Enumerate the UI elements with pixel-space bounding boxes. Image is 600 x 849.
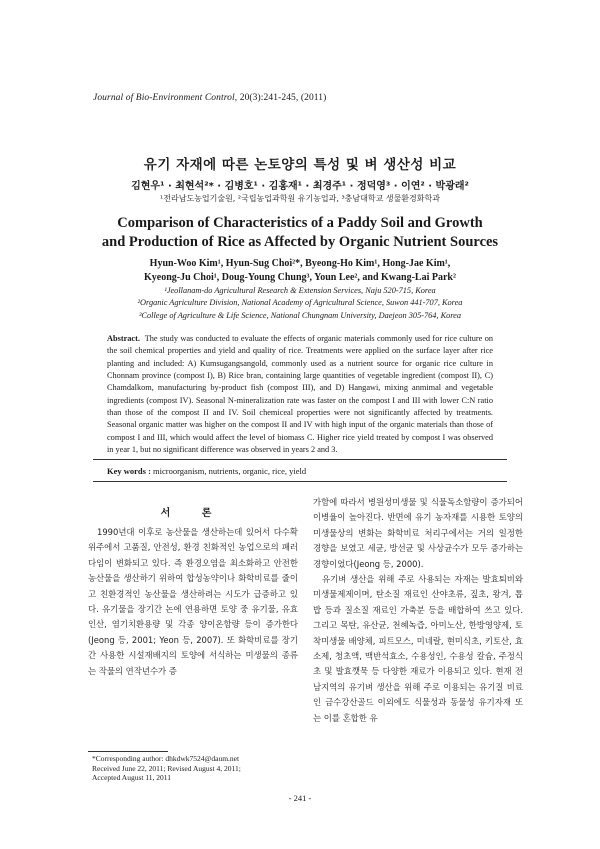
korean-authors: 김현우¹ · 최현석²* · 김병호¹ · 김홍재¹ · 최경주¹ · 정덕영³ · 이연² · 박광래² [131, 181, 469, 192]
english-authors-line1: Hyun-Woo Kim¹, Hyun-Sug Choi²*, Byeong-Ho Kim¹, Hong-Jae Kim¹, [149, 258, 451, 269]
english-title-line1: Comparison of Characteristics of a Paddy Soil and Growth [117, 215, 483, 231]
page-number: - 241 - [288, 793, 312, 803]
abstract [107, 333, 493, 456]
footnote [92, 754, 241, 783]
journal-volume: , 20(3):241-245, (2011) [234, 93, 327, 103]
received-dates: Received June 22, 2011; Revised August 4, 2011; [92, 763, 241, 773]
keywords-text: microorganism, nutrients, organic, rice, yield [153, 466, 307, 476]
affiliation-1: ¹Jeollanam-do Agricultural Research & Extension Services, Naju 520-715, Korea [164, 286, 436, 295]
corresponding-author: *Corresponding author: dhkdwk7524@daum.net [92, 754, 240, 763]
affiliation-2: ²Organic Agriculture Division, National Academy of Agricultural Science, Suwon 441-707, Korea [137, 298, 463, 308]
footnote-rule [88, 751, 168, 752]
english-title-line2: and Production of Rice as Affected by Organic Nutrient Sources [101, 234, 499, 250]
journal-citation [93, 93, 326, 103]
korean-affiliations: ¹전라남도농업기술원, ²국립농업과학원 유기농업과, ³충남대학교 생물환경화학과 [160, 194, 440, 203]
english-affiliations [0, 285, 600, 322]
keywords [107, 466, 306, 476]
intro-paragraph-1: 1990년대 이후로 농산물을 생산하는데 있어서 다수확 위주에서 고품질, 안전성, 환경 친화적인 농업으로의 패러다임이 변화되고 있다. 즉 환경오염을 최소화하고 안전한 농산물을 생산하기 위하여 합성농약이나 화학비료를 줄이고 친환경적인 농산물을 생산하려는 시도가 급증하고 있다. 유기물을 장기간 논에 연용하면 토양 중 유기물, 유효인산, 염기치환용량 및 각종 양이온함량 등이 증가한다(Jeong 등, 2001; Yeon 등, 2007). 또 화학비료를 장기간 사용한 시설재배지의 토양에 서식하는 미생물의 종류는 작물의 연작년수가 증 [88, 527, 298, 676]
korean-title: 유기 자재에 따른 논토양의 특성 및 벼 생산성 비교 [143, 157, 457, 173]
english-authors-line2: Kyeong-Ju Choi¹, Doug-Young Chung³, Youn Lee², and Kwang-Lai Park² [144, 272, 456, 283]
right-column-text [313, 495, 523, 726]
affiliation-3: ³College of Agriculture & Life Science, National Chungnam University, Daejeon 305-764, Korea [138, 310, 462, 320]
intro-paragraph-2: 유기벼 생산을 위해 주로 사용되는 자재는 발효퇴비와 미생물제제이며, 탄소질 재료인 산야초류, 짚초, 왕겨, 톱밥 등과 질소질 재료인 가축분 등을 배합하여 쓰고 있다. 그리고 목탄, 유산균, 천혜녹즙, 아미노산, 한방영양제, 토착미생물 배양체, 피트모스, 미네랄, 현미식초, 키토산, 효소제, 청초액, 맥반석효소, 수용성인, 수용성 칼슘, 주정식초 및 발효깻묵 등 다양한 재료가 이용되고 있다. 현재 전남지역의 유기벼 생산을 위해 주로 이용되는 유기질 비료인 금수강산골드 이외에도 식물성과 동물성 유기자재 또는 이를 혼합한 유 [313, 574, 523, 723]
keywords-top-rule [93, 459, 507, 460]
abstract-label: Abstract. [107, 334, 140, 343]
keywords-label: Key words : [107, 466, 151, 476]
english-authors [0, 257, 600, 285]
journal-name: Journal of Bio-Environment Control [93, 93, 235, 103]
english-title [0, 214, 600, 252]
section-heading-introduction: 서 론 [160, 508, 226, 519]
intro-paragraph-1-continued: 가함에 따라서 병원성미생물 및 식물독소함량이 증가되어 이병율이 높아진다. 반면에 유기 농자재를 시용한 토양의 미생물상의 변화는 화학비료 처리구에서는 거의 일정한 경향을 보였고 세균, 방선균 및 사상균수가 모두 증가하는 경향이었다(Jeong 등, 2000). [313, 497, 523, 569]
left-column-text [88, 525, 298, 679]
abstract-text: The study was conducted to evaluate the effects of organic materials commonly used for rice culture on the soil chemical properties and yield and quality of rice. Treatments were applied on the surface layer after rice planting and included: A) Kumsugangsangold, commonly used as a nutrient source for organic rice culture in Chonnam province (compost I), B) Rice bran, containing large quantities of vegetable ingredient (compost II), C) Chamdalkom, manufacturing by-product fish (compost III), and D) Hangawi, mixing anmimal and vegetable ingredients (compost IV). Seasonal N-mineralization rate was faster on the compost I and III with lower C:N ratio than those of the compost II and IV. Soil chemiceal properties were not significantly affected by treatments. Seasonal organic matter was higher on the compost II and IV with high input of the organic materials than those of compost I and III, which would affect the level of biomass C. Higher rice yield treated by compost I was observed in year 1, but no significant difference was observed in years 2 and 3. [107, 334, 493, 455]
accepted-date: Accepted August 11, 2011 [92, 773, 172, 782]
keywords-bottom-rule [93, 481, 507, 482]
